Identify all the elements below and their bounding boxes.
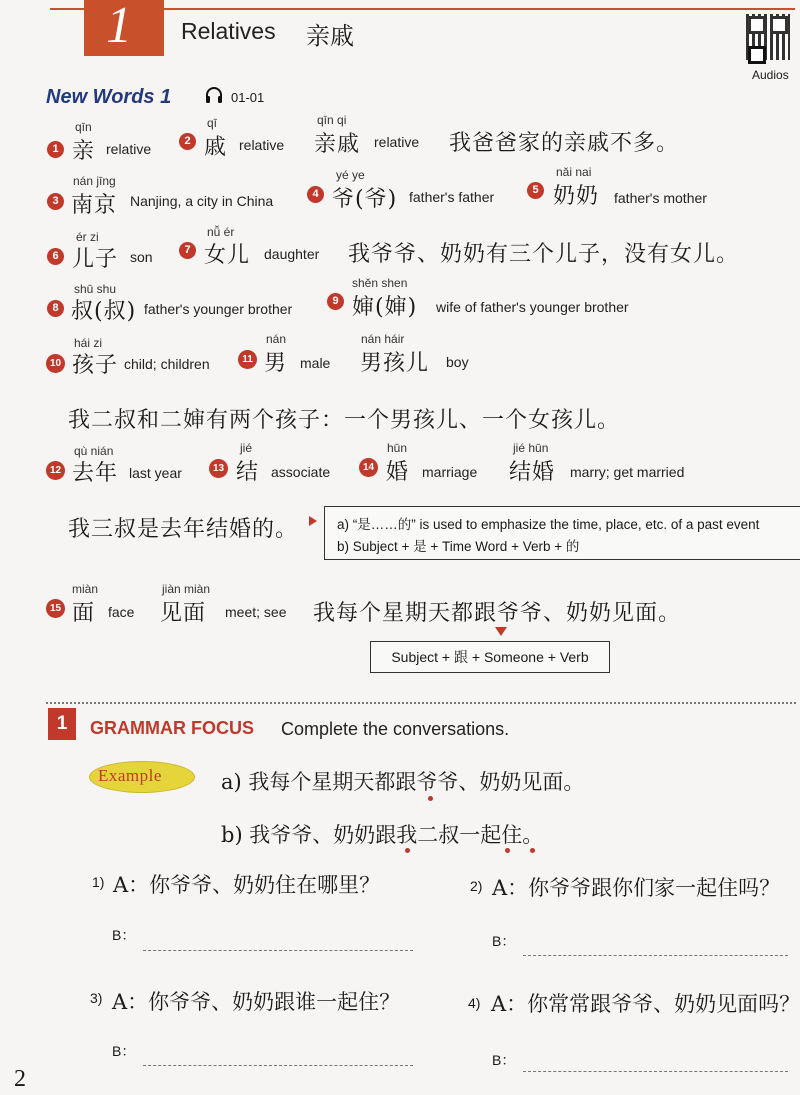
pinyin: yé ye: [336, 168, 365, 182]
emphasis-dot: [505, 848, 510, 853]
pinyin: nǚ ér: [207, 225, 235, 239]
qr-finder-mark: [748, 46, 766, 64]
pinyin: qīn: [75, 120, 92, 134]
question-a: A：你爷爷、奶奶住在哪里？: [113, 873, 381, 897]
word-number: 2: [179, 133, 196, 150]
word-meaning: father's mother: [614, 190, 707, 206]
word-meaning: father's younger brother: [144, 301, 293, 317]
pinyin: qīn qi: [317, 113, 347, 127]
pinyin: nán jīng: [73, 174, 116, 188]
word-hanzi: 南京: [71, 193, 118, 218]
word-hanzi: 孩子: [72, 353, 119, 378]
pinyin: hūn: [387, 441, 408, 455]
word-hanzi: 去年: [72, 461, 119, 486]
pinyin: nán: [266, 332, 287, 346]
word-number: 10: [46, 354, 65, 373]
word-number: 9: [327, 293, 344, 310]
exercise-number: 1: [48, 708, 76, 740]
lesson-title-en: Relatives: [181, 18, 276, 44]
word-meaning: last year: [129, 465, 182, 481]
word-number: 15: [46, 599, 65, 618]
word-meaning: Nanjing, a city in China: [130, 193, 274, 209]
word-number: 1: [47, 141, 64, 158]
section-divider: [46, 702, 796, 704]
audio-track-number: 01-01: [231, 90, 265, 105]
pinyin: shěn shen: [352, 276, 408, 290]
example-sentence: 我每个星期天都跟爷爷、奶奶见面。: [313, 601, 682, 626]
pinyin: shū shu: [74, 282, 117, 296]
question-number: 1): [92, 874, 105, 890]
word-meaning: child; children: [124, 356, 210, 372]
word-number: 8: [47, 300, 64, 317]
answer-blank[interactable]: [523, 955, 788, 956]
note-pointer-arrow: [309, 516, 317, 526]
word-number: 6: [47, 248, 64, 265]
word-hanzi: 奶奶: [553, 184, 600, 209]
word-hanzi: 男: [264, 351, 288, 376]
word-hanzi: 女儿: [204, 243, 251, 268]
word-meaning: face: [108, 604, 135, 620]
answer-blank[interactable]: [523, 1071, 788, 1072]
word-number: 5: [527, 182, 544, 199]
word-number: 4: [307, 186, 324, 203]
audios-label: Audios: [752, 68, 789, 82]
answer-label: B：: [492, 933, 516, 949]
question-a: A：你爷爷、奶奶跟谁一起住？: [112, 990, 401, 1014]
word-meaning: son: [130, 249, 153, 265]
word-hanzi: 结婚: [509, 460, 556, 485]
example-sentence: 我爷爷、奶奶有三个儿子，没有女儿。: [348, 242, 740, 267]
answer-label: B：: [112, 1043, 136, 1059]
word-hanzi: 戚: [204, 135, 228, 160]
word-hanzi: 面: [72, 601, 96, 626]
word-hanzi: 亲: [72, 139, 96, 164]
emphasis-dot: [428, 796, 433, 801]
sentence-pattern-box: Subject + 跟 + Someone + Verb: [370, 641, 610, 673]
word-number: 12: [46, 461, 65, 480]
word-hanzi: 亲戚: [314, 132, 361, 157]
question-number: 4): [468, 995, 481, 1011]
word-hanzi: 爷(爷): [332, 187, 398, 212]
word-hanzi: 见面: [160, 601, 207, 626]
word-number: 11: [238, 350, 257, 369]
pinyin: hái zi: [74, 336, 103, 350]
example-sentence: 我二叔和二婶有两个孩子：一个男孩儿、一个女孩儿。: [68, 408, 621, 433]
pinyin: nán háir: [361, 332, 405, 346]
example-sentence-a: a) 我每个星期天都跟爷爷、奶奶见面。: [221, 770, 585, 794]
headphones-icon[interactable]: [205, 86, 223, 104]
word-hanzi: 男孩儿: [360, 351, 430, 376]
example-label: Example: [98, 766, 162, 785]
pinyin: ér zi: [76, 230, 99, 244]
pinyin: jié hūn: [513, 441, 549, 455]
word-hanzi: 婶(婶): [352, 295, 418, 320]
word-meaning: wife of father's younger brother: [436, 299, 629, 315]
lesson-title-zh: 亲戚: [306, 22, 354, 50]
word-meaning: relative: [374, 134, 420, 150]
word-number: 3: [47, 193, 64, 210]
question-number: 3): [90, 990, 103, 1006]
emphasis-dot: [405, 848, 410, 853]
new-words-heading: New Words 1: [46, 86, 172, 108]
word-meaning: marry; get married: [570, 464, 685, 480]
word-number: 14: [359, 458, 378, 477]
pinyin: qù nián: [74, 444, 114, 458]
word-meaning: marriage: [422, 464, 478, 480]
grammar-focus-title: GRAMMAR FOCUS: [90, 718, 254, 738]
word-hanzi: 婚: [386, 460, 410, 485]
page-number: 2: [14, 1066, 26, 1092]
answer-blank[interactable]: [143, 950, 413, 951]
pattern-pointer-arrow: [495, 627, 507, 636]
lesson-number: 1: [106, 0, 132, 54]
word-number: 13: [209, 459, 228, 478]
question-a: A：你爷爷跟你们家一起住吗？: [492, 876, 781, 900]
word-hanzi: 儿子: [72, 247, 119, 272]
question-a: A：你常常跟爷爷、奶奶见面吗？: [491, 992, 800, 1016]
pinyin: jié: [240, 441, 253, 455]
answer-label: B：: [112, 927, 136, 943]
grammar-note-a: a) “是……的” is used to emphasize the time, place, etc. of a past event: [337, 517, 760, 532]
example-sentence: 我爸爸家的亲戚不多。: [449, 131, 680, 156]
pinyin: jiàn miàn: [162, 582, 211, 596]
word-number: 7: [179, 242, 196, 259]
word-hanzi: 结: [236, 460, 260, 485]
pinyin: nǎi nai: [556, 165, 592, 179]
word-meaning: boy: [446, 354, 469, 370]
grammar-note-b: b) Subject + 是 + Time Word + Verb + 的: [337, 539, 580, 554]
example-sentence: 我三叔是去年结婚的。: [68, 517, 299, 542]
word-meaning: relative: [239, 137, 285, 153]
answer-label: B：: [492, 1052, 516, 1068]
pinyin: qī: [207, 116, 218, 130]
word-meaning: meet; see: [225, 604, 287, 620]
answer-blank[interactable]: [143, 1065, 413, 1066]
example-sentence-b: b) 我爷爷、奶奶跟我二叔一起住。: [221, 823, 544, 847]
word-meaning: associate: [271, 464, 331, 480]
exercise-instruction: Complete the conversations.: [281, 719, 510, 739]
emphasis-dot: [530, 848, 535, 853]
word-meaning: relative: [106, 141, 152, 157]
question-number: 2): [470, 878, 483, 894]
word-meaning: father's father: [409, 189, 495, 205]
word-meaning: daughter: [264, 246, 320, 262]
word-hanzi: 叔(叔): [71, 299, 137, 324]
pinyin: miàn: [72, 582, 99, 596]
word-meaning: male: [300, 355, 331, 371]
